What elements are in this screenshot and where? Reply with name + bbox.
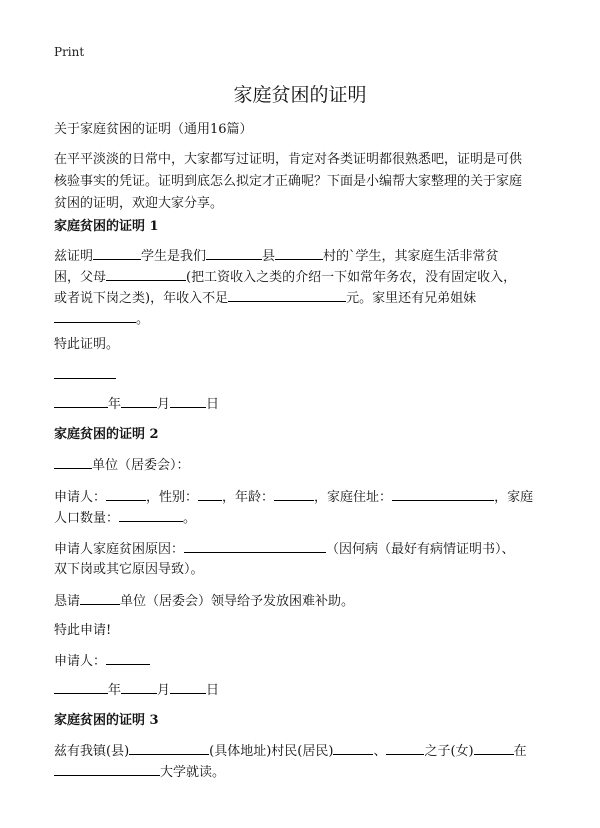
blank-field	[170, 393, 206, 408]
blank-field	[54, 761, 160, 776]
s2-unit-line: 单位（居委会）：	[54, 454, 190, 477]
blank-field	[129, 740, 209, 755]
blank-field	[121, 393, 157, 408]
s3-line-2: 大学就读。	[54, 761, 225, 784]
blank-field	[184, 538, 326, 553]
intro-line-3: 贫困的证明，欢迎大家分享。	[54, 196, 224, 211]
blank-field	[54, 679, 108, 694]
blank-field	[228, 287, 346, 302]
s1-line-3: 或者说下岗之类)，年收入不足 元。家里还有兄弟姐妹	[54, 287, 476, 310]
blank-field	[106, 650, 150, 665]
s1-line-4: 。	[54, 308, 149, 331]
s1-signature-line	[54, 364, 116, 387]
s2-request-line: 恳请 单位（居委会）领导给予发放困难补助。	[54, 590, 354, 613]
blank-field	[170, 679, 206, 694]
blank-field	[54, 364, 116, 379]
s2-closing: 特此申请!	[54, 623, 112, 638]
s1-closing: 特此证明。	[54, 337, 120, 352]
blank-field	[392, 486, 494, 501]
s1-line-2: 困，父母 (把工资收入之类的介绍一下如常年务农，没有固定收入，	[54, 266, 516, 289]
doc-subtitle: 关于家庭贫困的证明（通用16篇）	[54, 122, 253, 137]
blank-field	[333, 740, 373, 755]
s2-applicant-sign: 申请人：	[54, 650, 150, 673]
s2-applicant-line-1: 申请人： ，性别： ，年龄： ，家庭住址： ，家庭	[54, 486, 533, 509]
s1-date-line: 年 月 日	[54, 393, 219, 416]
s2-applicant-line-2: 人口数量： 。	[54, 507, 196, 530]
s2-date-line: 年 月 日	[54, 679, 219, 702]
s2-reason-line-2: 双下岗或其它原因导致）。	[54, 562, 204, 577]
s1-line-1: 兹证明 学生是我们 县 村的`学生，其家庭生活非常贫	[54, 245, 499, 268]
intro-line-1: 在平平淡淡的日常中，大家都写过证明，肯定对各类证明都很熟悉吧，证明是可供	[54, 152, 523, 167]
blank-field	[121, 679, 157, 694]
blank-field	[106, 266, 186, 281]
blank-field	[474, 740, 514, 755]
blank-field	[54, 308, 136, 323]
blank-field	[198, 486, 222, 501]
blank-field	[274, 486, 314, 501]
blank-field	[54, 454, 92, 469]
s3-line-1: 兹有我镇(县) (具体地址)村民(居民) 、 之子(女) 在	[54, 740, 527, 763]
page-title: 家庭贫困的证明	[233, 84, 367, 106]
blank-field	[206, 245, 262, 260]
section-3-heading: 家庭贫困的证明 3	[54, 713, 159, 728]
intro-line-2: 核验事实的凭证。证明到底怎么拟定才正确呢？下面是小编帮大家整理的关于家庭	[54, 174, 523, 189]
blank-field	[106, 486, 146, 501]
s2-reason-line-1: 申请人家庭贫困原因： （因何病（最好有病情证明书）、	[54, 538, 515, 561]
blank-field	[80, 590, 120, 605]
blank-field	[275, 245, 323, 260]
blank-field	[54, 393, 108, 408]
section-1-heading: 家庭贫困的证明 1	[54, 219, 159, 234]
section-2-heading: 家庭贫困的证明 2	[54, 427, 159, 442]
blank-field	[93, 245, 141, 260]
blank-field	[119, 507, 183, 522]
blank-field	[386, 740, 424, 755]
print-label: Print	[54, 45, 85, 59]
